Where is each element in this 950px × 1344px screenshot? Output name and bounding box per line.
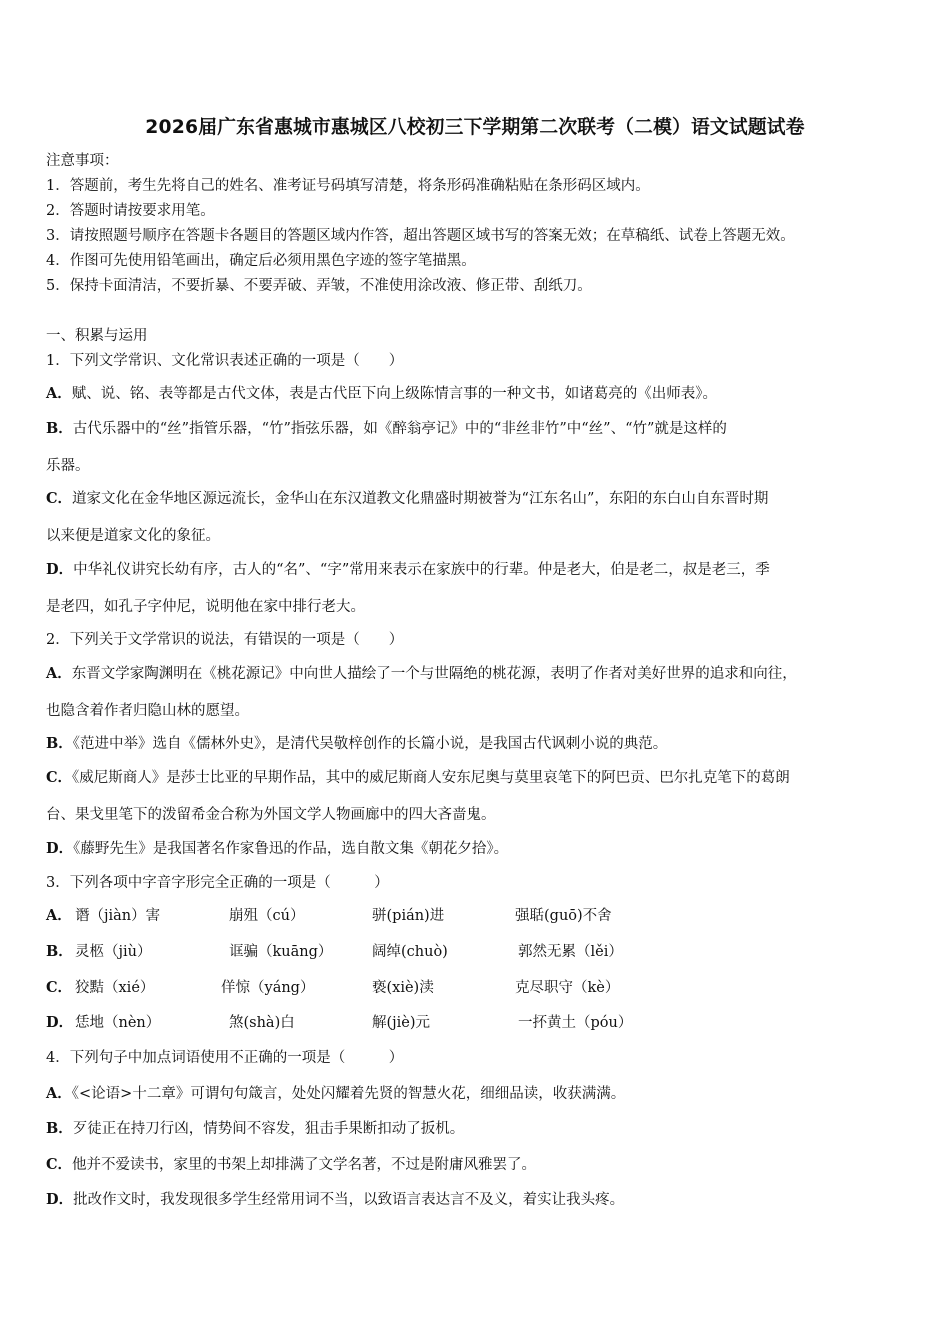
- option-label: A．: [46, 385, 72, 402]
- option-label: A．: [46, 907, 72, 924]
- q2-option-d: [46, 840, 508, 858]
- notice-item: 2．答题时请按要求用笔。: [46, 203, 215, 219]
- notice-item: 3．请按照题号顺序在答题卡各题目的答题区域内作答，超出答题区域书写的答案无效；在草稿纸、试卷上答题无效。: [46, 228, 795, 244]
- question-2-stem: 2．下列关于文学常识的说法，有错误的一项是（ ）: [46, 632, 404, 648]
- option-label: C．: [46, 769, 73, 786]
- option-cell: 灵柩（jiù）: [75, 944, 152, 960]
- option-label: C．: [46, 490, 73, 507]
- option-label: B．: [46, 735, 73, 752]
- q2-option-c-cont: 台、果戈里笔下的泼留希金合称为外国文学人物画廊中的四大吝啬鬼。: [46, 807, 496, 823]
- q2-option-a-cont: 也隐含着作者归隐山林的愿望。: [46, 703, 249, 719]
- option-label: C．: [46, 979, 73, 996]
- option-cell: 克尽职守（kè）: [515, 980, 620, 996]
- option-cell: 佯惊（yáng）: [221, 980, 315, 996]
- option-cell: 崩殂（cú）: [229, 908, 305, 924]
- option-label: D．: [46, 1191, 74, 1208]
- q1-option-d-cont: 是老四，如孔子字仲尼，说明他在家中排行老大。: [46, 599, 365, 615]
- option-text: 道家文化在金华地区源远流长，金华山在东汉道教文化鼎盛时期被誉为“江东名山”，东阳的东白山自东晋时期: [72, 491, 769, 507]
- notice-item: 1．答题前，考生先将自己的姓名、准考证号码填写清楚，将条形码准确粘贴在条形码区域内。: [46, 178, 650, 194]
- option-cell: 谮（jiàn）害: [75, 908, 161, 924]
- question-3-stem: 3．下列各项中字音字形完全正确的一项是（ ）: [46, 875, 389, 891]
- option-text: 《藤野先生》是我国著名作家鲁迅的作品，选自散文集《朝花夕拾》。: [73, 841, 509, 857]
- q1-option-c: [46, 490, 768, 508]
- option-label: C．: [46, 1156, 73, 1173]
- notice-item: 4．作图可先使用铅笔画出，确定后必须用黑色字迹的签字笔描黑。: [46, 253, 476, 269]
- question-1-stem: 1．下列文学常识、文化常识表述正确的一项是（ ）: [46, 353, 404, 369]
- option-text: 《威尼斯商人》是莎士比亚的早期作品，其中的威尼斯商人安东尼奥与莫里哀笔下的阿巴贡、巴尔扎克笔下的葛朗: [72, 770, 790, 786]
- notice-heading: 注意事项：: [46, 153, 119, 169]
- option-label: D．: [46, 840, 74, 857]
- option-label: B．: [46, 420, 73, 437]
- option-cell: 强聒(guō)不舍: [515, 908, 612, 924]
- page-title: 2026届广东省惠城市惠城区八校初三下学期第二次联考（二模）语文试题试卷: [145, 117, 805, 138]
- question-4-stem: 4．下列句子中加点词语使用不正确的一项是（ ）: [46, 1050, 404, 1066]
- q2-option-b: [46, 735, 667, 753]
- option-label: D．: [46, 561, 74, 578]
- option-cell: 一抔黄土（póu）: [518, 1015, 633, 1031]
- option-text: 赋、说、铭、表等都是古代文体，表是古代臣下向上级陈情言事的一种文书，如诸葛亮的《出师表》。: [71, 386, 718, 402]
- q1-option-b-cont: 乐器。: [46, 458, 90, 474]
- q4-option-b: [46, 1120, 464, 1138]
- option-cell: 狡黠（xié）: [75, 980, 155, 996]
- option-label: D．: [46, 1014, 74, 1031]
- q4-option-a: [46, 1085, 625, 1103]
- q1-option-d: [46, 561, 770, 579]
- option-cell: 亵(xiè)渎: [372, 980, 434, 996]
- option-cell: 恁地（nèn）: [75, 1015, 161, 1031]
- option-cell: 郭然无累（lěi）: [518, 944, 623, 960]
- option-cell: 解(jiè)元: [372, 1015, 431, 1031]
- option-text: 批改作文时，我发现很多学生经常用词不当，以致语言表达言不及义，着实让我头疼。: [73, 1192, 625, 1208]
- option-text: 《<论语>十二章》可谓句句箴言，处处闪耀着先贤的智慧火花，细细品读，收获满满。: [71, 1086, 626, 1102]
- q1-option-b: [46, 420, 727, 438]
- option-cell: 阔绰(chuò): [372, 944, 448, 960]
- notice-item: 5．保持卡面清洁，不要折暴、不要弄破、弄皱，不准使用涂改液、修正带、刮纸刀。: [46, 278, 592, 294]
- section-heading: 一、积累与运用: [46, 328, 148, 344]
- option-text: 歹徒正在持刀行凶，情势间不容发，狙击手果断扣动了扳机。: [72, 1121, 465, 1137]
- option-text: 《范进中举》选自《儒林外史》，是清代吴敬梓创作的长篇小说，是我国古代讽刺小说的典范。: [72, 736, 668, 752]
- q1-option-a: [46, 385, 717, 403]
- option-label: A．: [46, 665, 72, 682]
- q2-option-a: [46, 665, 797, 683]
- q4-option-d: [46, 1191, 624, 1209]
- option-text: 东晋文学家陶渊明在《桃花源记》中向世人描绘了一个与世隔绝的桃花源，表明了作者对美好世界的追求和向往，: [71, 666, 797, 682]
- option-cell: 骈(pián)进: [372, 908, 445, 924]
- option-text: 中华礼仪讲究长幼有序，古人的“名”、“字”常用来表示在家族中的行辈。仲是老大，伯是老二，叔是老三，季: [73, 562, 770, 578]
- q1-option-c-cont: 以来便是道家文化的象征。: [46, 528, 220, 544]
- option-text: 古代乐器中的“丝”指管乐器，“竹”指弦乐器，如《醉翁亭记》中的“非丝非竹”中“丝”、“竹”就是这样的: [72, 421, 727, 437]
- q4-option-c: [46, 1156, 536, 1174]
- option-text: 他并不爱读书，家里的书架上却排满了文学名著，不过是附庸风雅罢了。: [72, 1157, 537, 1173]
- option-cell: 诓骗（kuāng）: [229, 944, 333, 960]
- option-label: B．: [46, 1120, 73, 1137]
- option-label: B．: [46, 943, 73, 960]
- option-label: A．: [46, 1085, 72, 1102]
- option-cell: 煞(shà)白: [229, 1015, 295, 1031]
- q2-option-c: [46, 769, 790, 787]
